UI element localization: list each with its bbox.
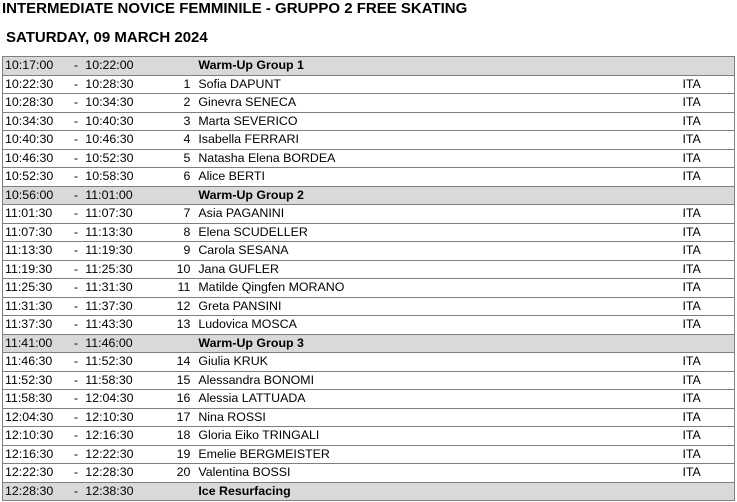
end-time: 10:58:30 xyxy=(83,168,167,187)
start-number: 4 xyxy=(168,131,191,150)
start-number xyxy=(168,482,191,501)
skater-name: Isabella FERRARI xyxy=(190,131,682,150)
end-time: 11:01:00 xyxy=(83,186,167,205)
skater-row xyxy=(3,371,735,390)
skater-row xyxy=(3,94,735,113)
nation: ITA xyxy=(682,464,734,483)
start-time: 12:10:30 xyxy=(3,427,69,446)
nation xyxy=(682,334,734,353)
start-time: 10:40:30 xyxy=(3,131,69,150)
time-separator: - xyxy=(69,390,83,409)
skater-name: Alessandra BONOMI xyxy=(190,371,682,390)
end-time: 11:13:30 xyxy=(83,223,167,242)
start-time: 10:22:30 xyxy=(3,75,69,94)
start-time: 12:22:30 xyxy=(3,464,69,483)
start-time: 11:19:30 xyxy=(3,260,69,279)
start-number: 7 xyxy=(168,205,191,224)
group-label: Warm-Up Group 3 xyxy=(190,334,682,353)
start-time: 11:58:30 xyxy=(3,390,69,409)
start-time: 11:13:30 xyxy=(3,242,69,261)
skater-name: Sofia DAPUNT xyxy=(190,75,682,94)
time-separator: - xyxy=(69,482,83,501)
skater-row xyxy=(3,353,735,372)
skater-name: Natasha Elena BORDEA xyxy=(190,149,682,168)
time-separator: - xyxy=(69,186,83,205)
start-time: 10:46:30 xyxy=(3,149,69,168)
end-time: 12:04:30 xyxy=(83,390,167,409)
start-number: 9 xyxy=(168,242,191,261)
start-time: 10:28:30 xyxy=(3,94,69,113)
start-time: 12:04:30 xyxy=(3,408,69,427)
start-time: 11:25:30 xyxy=(3,279,69,298)
end-time: 12:16:30 xyxy=(83,427,167,446)
nation: ITA xyxy=(682,112,734,131)
group-label: Ice Resurfacing xyxy=(190,482,682,501)
start-number: 13 xyxy=(168,316,191,335)
start-time: 10:34:30 xyxy=(3,112,69,131)
skater-name: Carola SESANA xyxy=(190,242,682,261)
time-separator: - xyxy=(69,75,83,94)
start-time: 12:16:30 xyxy=(3,445,69,464)
time-separator: - xyxy=(69,149,83,168)
group-row xyxy=(3,334,735,353)
nation: ITA xyxy=(682,205,734,224)
end-time: 10:34:30 xyxy=(83,94,167,113)
time-separator: - xyxy=(69,427,83,446)
time-separator: - xyxy=(69,131,83,150)
skater-row xyxy=(3,131,735,150)
nation: ITA xyxy=(682,260,734,279)
time-separator: - xyxy=(69,260,83,279)
group-row xyxy=(3,57,735,76)
start-time: 11:46:30 xyxy=(3,353,69,372)
skater-row xyxy=(3,242,735,261)
end-time: 11:07:30 xyxy=(83,205,167,224)
start-time: 11:41:00 xyxy=(3,334,69,353)
end-time: 11:19:30 xyxy=(83,242,167,261)
start-number xyxy=(168,57,191,76)
nation: ITA xyxy=(682,168,734,187)
start-number: 6 xyxy=(168,168,191,187)
end-time: 11:58:30 xyxy=(83,371,167,390)
end-time: 12:10:30 xyxy=(83,408,167,427)
time-separator: - xyxy=(69,353,83,372)
nation xyxy=(682,482,734,501)
end-time: 11:31:30 xyxy=(83,279,167,298)
skater-row xyxy=(3,205,735,224)
skater-row xyxy=(3,223,735,242)
skater-name: Emelie BERGMEISTER xyxy=(190,445,682,464)
group-row xyxy=(3,186,735,205)
start-number: 8 xyxy=(168,223,191,242)
skater-row xyxy=(3,316,735,335)
start-number: 2 xyxy=(168,94,191,113)
skater-name: Gloria Eiko TRINGALI xyxy=(190,427,682,446)
skater-name: Alice BERTI xyxy=(190,168,682,187)
start-number: 14 xyxy=(168,353,191,372)
schedule-body xyxy=(3,57,735,501)
start-number xyxy=(168,334,191,353)
start-time: 11:31:30 xyxy=(3,297,69,316)
end-time: 11:46:00 xyxy=(83,334,167,353)
skater-row xyxy=(3,260,735,279)
skater-row xyxy=(3,390,735,409)
time-separator: - xyxy=(69,279,83,298)
time-separator: - xyxy=(69,408,83,427)
end-time: 11:43:30 xyxy=(83,316,167,335)
start-number: 19 xyxy=(168,445,191,464)
start-time: 11:37:30 xyxy=(3,316,69,335)
skater-name: Asia PAGANINI xyxy=(190,205,682,224)
start-number: 17 xyxy=(168,408,191,427)
nation: ITA xyxy=(682,408,734,427)
time-separator: - xyxy=(69,371,83,390)
schedule-table xyxy=(2,56,735,501)
start-number: 18 xyxy=(168,427,191,446)
end-time: 10:22:00 xyxy=(83,57,167,76)
nation: ITA xyxy=(682,316,734,335)
nation: ITA xyxy=(682,371,734,390)
skater-row xyxy=(3,279,735,298)
start-number: 3 xyxy=(168,112,191,131)
time-separator: - xyxy=(69,334,83,353)
start-number: 1 xyxy=(168,75,191,94)
skater-name: Ludovica MOSCA xyxy=(190,316,682,335)
end-time: 11:37:30 xyxy=(83,297,167,316)
time-separator: - xyxy=(69,112,83,131)
group-label: Warm-Up Group 1 xyxy=(190,57,682,76)
start-time: 11:07:30 xyxy=(3,223,69,242)
group-row xyxy=(3,482,735,501)
skater-name: Jana GUFLER xyxy=(190,260,682,279)
end-time: 10:52:30 xyxy=(83,149,167,168)
time-separator: - xyxy=(69,168,83,187)
skater-name: Marta SEVERICO xyxy=(190,112,682,131)
start-number: 11 xyxy=(168,279,191,298)
page-title: INTERMEDIATE NOVICE FEMMINILE - GRUPPO 2 FREE SKATING xyxy=(2,0,468,17)
end-time: 12:38:30 xyxy=(83,482,167,501)
skater-name: Matilde Qingfen MORANO xyxy=(190,279,682,298)
skater-row xyxy=(3,297,735,316)
start-time: 10:52:30 xyxy=(3,168,69,187)
nation: ITA xyxy=(682,94,734,113)
end-time: 12:22:30 xyxy=(83,445,167,464)
start-time: 10:17:00 xyxy=(3,57,69,76)
skater-row xyxy=(3,408,735,427)
time-separator: - xyxy=(69,464,83,483)
time-separator: - xyxy=(69,223,83,242)
start-number: 20 xyxy=(168,464,191,483)
start-number: 10 xyxy=(168,260,191,279)
event-date: SATURDAY, 09 MARCH 2024 xyxy=(6,29,208,46)
nation: ITA xyxy=(682,427,734,446)
nation: ITA xyxy=(682,445,734,464)
nation: ITA xyxy=(682,297,734,316)
skater-row xyxy=(3,427,735,446)
skater-name: Giulia KRUK xyxy=(190,353,682,372)
nation xyxy=(682,57,734,76)
start-number: 16 xyxy=(168,390,191,409)
start-time: 10:56:00 xyxy=(3,186,69,205)
nation: ITA xyxy=(682,223,734,242)
start-time: 11:01:30 xyxy=(3,205,69,224)
skater-row xyxy=(3,75,735,94)
nation xyxy=(682,186,734,205)
nation: ITA xyxy=(682,242,734,261)
nation: ITA xyxy=(682,279,734,298)
time-separator: - xyxy=(69,316,83,335)
skater-name: Ginevra SENECA xyxy=(190,94,682,113)
time-separator: - xyxy=(69,94,83,113)
skater-row xyxy=(3,149,735,168)
skater-name: Alessia LATTUADA xyxy=(190,390,682,409)
start-number: 15 xyxy=(168,371,191,390)
time-separator: - xyxy=(69,445,83,464)
skater-row xyxy=(3,464,735,483)
start-time: 11:52:30 xyxy=(3,371,69,390)
end-time: 11:25:30 xyxy=(83,260,167,279)
skater-row xyxy=(3,168,735,187)
end-time: 11:52:30 xyxy=(83,353,167,372)
start-number: 12 xyxy=(168,297,191,316)
time-separator: - xyxy=(69,297,83,316)
skater-row xyxy=(3,112,735,131)
skater-name: Nina ROSSI xyxy=(190,408,682,427)
nation: ITA xyxy=(682,131,734,150)
time-separator: - xyxy=(69,57,83,76)
time-separator: - xyxy=(69,205,83,224)
skater-row xyxy=(3,445,735,464)
time-separator: - xyxy=(69,242,83,261)
start-time: 12:28:30 xyxy=(3,482,69,501)
group-label: Warm-Up Group 2 xyxy=(190,186,682,205)
skater-name: Greta PANSINI xyxy=(190,297,682,316)
skater-name: Elena SCUDELLER xyxy=(190,223,682,242)
end-time: 12:28:30 xyxy=(83,464,167,483)
skater-name: Valentina BOSSI xyxy=(190,464,682,483)
end-time: 10:40:30 xyxy=(83,112,167,131)
start-number: 5 xyxy=(168,149,191,168)
nation: ITA xyxy=(682,353,734,372)
nation: ITA xyxy=(682,149,734,168)
start-number xyxy=(168,186,191,205)
end-time: 10:46:30 xyxy=(83,131,167,150)
nation: ITA xyxy=(682,390,734,409)
nation: ITA xyxy=(682,75,734,94)
end-time: 10:28:30 xyxy=(83,75,167,94)
